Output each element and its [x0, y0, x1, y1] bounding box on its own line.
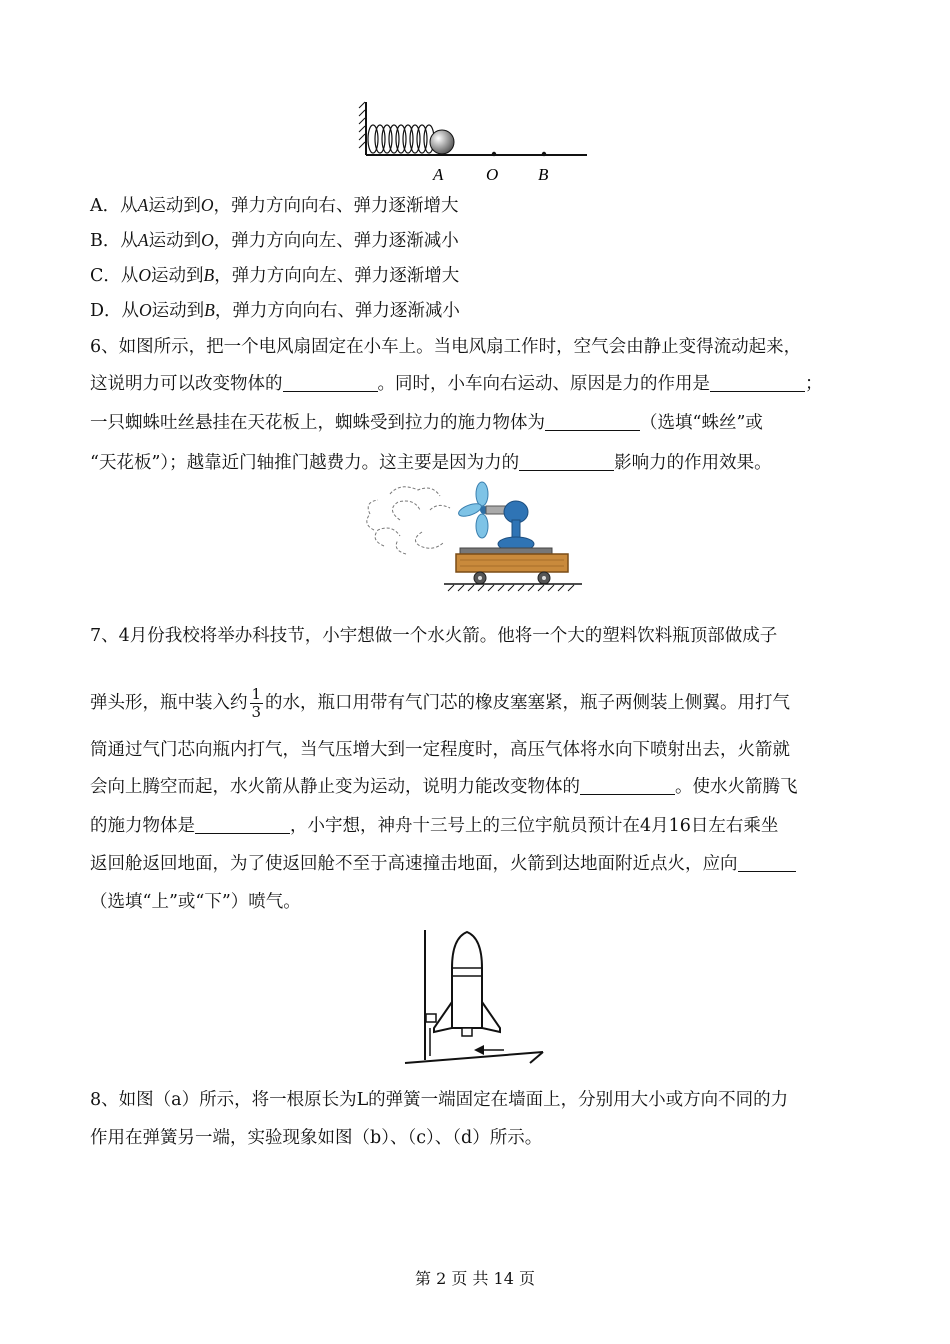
q6-line-1: 6、如图所示，把一个电风扇固定在小车上。当电风扇工作时，空气会由静止变得流动起来，: [90, 337, 802, 357]
answer-blank[interactable]: [283, 373, 378, 392]
airflow-lines: [367, 487, 450, 554]
water-rocket-figure: [400, 928, 550, 1068]
answer-blank[interactable]: [519, 452, 614, 471]
q6-line-4: “天花板”）；越靠近门轴推门越费力。这主要是因为力的 影响力的作用效果。: [90, 453, 772, 473]
spring-ball-figure: [355, 98, 595, 186]
q7-line-1: 7、4月份我校将举办科技节，小宇想做一个水火箭。他将一个大的塑料饮料瓶顶部做成子: [90, 626, 778, 646]
ball: [430, 130, 454, 154]
q8-line-2: 作用在弹簧另一端，实验现象如图（b）、（c）、（d）所示。: [90, 1128, 543, 1148]
rocket-body: [452, 932, 482, 1028]
label-O: O: [486, 165, 499, 184]
q6-line-3: 一只蜘蛛吐丝悬挂在天花板上，蜘蛛受到拉力的施力物体为 （选填“蛛丝”或: [90, 413, 763, 433]
answer-blank[interactable]: [195, 815, 290, 834]
fan-blades: [457, 482, 488, 538]
page-footer: 第 2 页 共 14 页: [415, 1269, 535, 1288]
label-B: B: [538, 165, 549, 184]
spring-coils: [368, 125, 434, 153]
q8-line-1: 8、如图（a）所示，将一根原长为L的弹簧一端固定在墙面上，分别用大小或方向不同的力: [90, 1090, 789, 1110]
q7-line-3: 筒通过气门芯向瓶内打气，当气压增大到一定程度时，高压气体将水向下喷射出去，火箭就: [90, 740, 790, 760]
answer-blank[interactable]: [545, 412, 640, 431]
q7-line-5: 的施力物体是 ，小宇想，神舟十三号上的三位宇航员预计在4月16日左右乘坐: [90, 816, 779, 836]
q6-line-2: 这说明力可以改变物体的 。同时，小车向右运动、原因是力的作用是 ；: [90, 374, 823, 394]
fraction-one-third: $\frac{1}{3}$: [251, 685, 262, 721]
answer-blank[interactable]: [580, 776, 675, 795]
option-d: D．从O运动到B，弹力方向向右、弹力逐渐减小: [90, 300, 460, 321]
q7-line-4: 会向上腾空而起，水火箭从静止变为运动，说明力能改变物体的 。使水火箭腾飞: [90, 777, 798, 797]
option-c: C．从O运动到B，弹力方向向左、弹力逐渐增大: [90, 265, 460, 286]
answer-blank[interactable]: [710, 373, 805, 392]
label-A: A: [433, 165, 444, 184]
q7-line-7: （选填“上”或“下”）喷气。: [90, 892, 301, 912]
option-b: B．从A运动到O，弹力方向向左、弹力逐渐减小: [90, 230, 459, 251]
option-a: A．从A运动到O，弹力方向向右、弹力逐渐增大: [90, 195, 459, 216]
fan-cart-figure: [360, 480, 590, 596]
cart-body: [456, 554, 568, 572]
q7-line-2: 弹头形，瓶中装入约 $\frac{1}{3}$ 的水，瓶口用带有气门芯的橡皮塞塞紧，瓶子两侧装上侧翼。用打气: [90, 685, 791, 721]
answer-blank[interactable]: [738, 853, 796, 872]
q7-line-6: 返回舱返回地面，为了使返回舱不至于高速撞击地面，火箭到达地面附近点火，应向: [90, 852, 870, 876]
